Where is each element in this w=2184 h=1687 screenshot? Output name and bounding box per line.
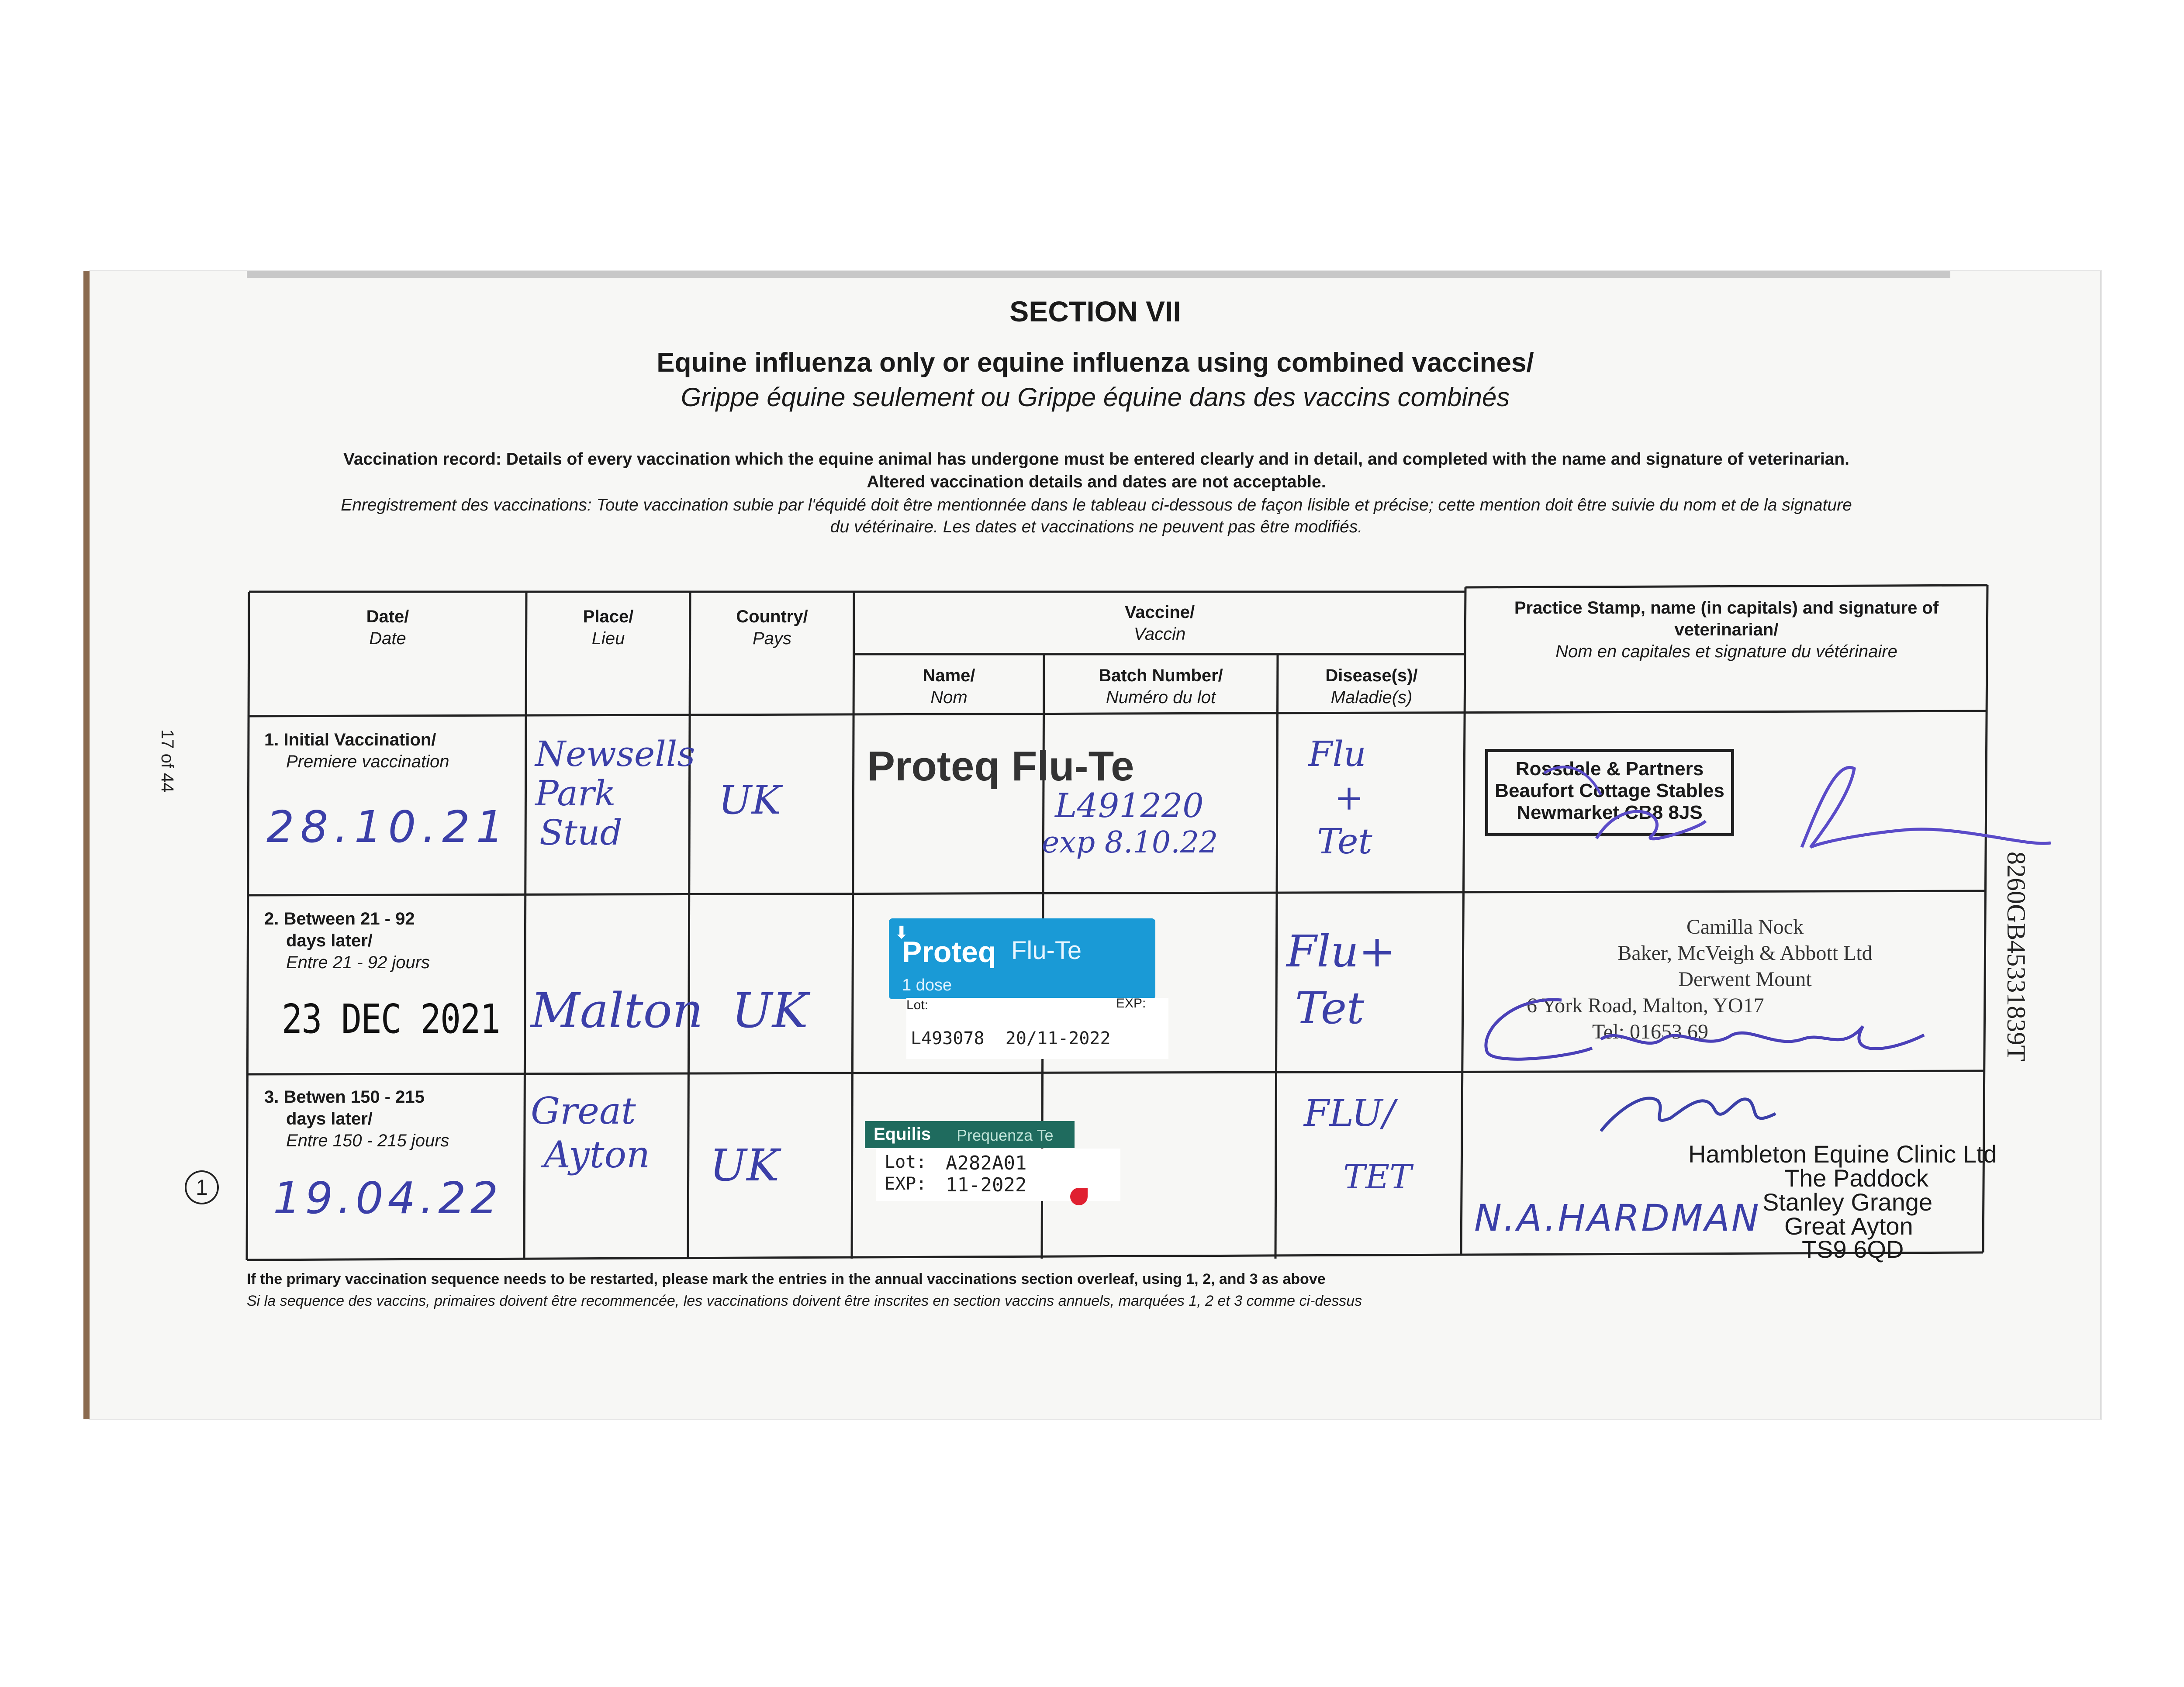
- equilis-lot-value: A282A01: [946, 1152, 1027, 1174]
- equilis-exp-key: EXP:: [885, 1174, 927, 1194]
- row1-label-fr: Premiere vaccination: [286, 752, 449, 771]
- row1-date: 28.10.21: [266, 801, 510, 852]
- equilis-product: Prequenza Te: [957, 1126, 1054, 1144]
- instructions-english-line2: Altered vaccination details and dates are not acceptable.: [867, 473, 1326, 491]
- header-place: Place/: [583, 607, 634, 626]
- header-vet-fr: Nom en capitales et signature du vétérinaire: [1555, 642, 1897, 661]
- passport-page: [90, 271, 2101, 1419]
- header-vaccine-name: Name/: [923, 666, 975, 685]
- header-batch-number: Batch Number/: [1099, 666, 1223, 685]
- row2-disease-line1: Flu+: [1286, 926, 1396, 977]
- clinic-address1: The Paddock: [1784, 1164, 1928, 1192]
- label-dose: 1 dose: [902, 976, 952, 994]
- header-vet-line1: Practice Stamp, name (in capitals) and signature of: [1514, 598, 1939, 618]
- header-vaccine-fr: Vaccin: [1133, 624, 1186, 644]
- row2-date-stamp: 23 DEC 2021: [282, 996, 500, 1042]
- row2-label-line1: 2. Between 21 - 92: [264, 909, 415, 928]
- clinic-address3: Great Ayton: [1784, 1212, 1913, 1240]
- row3-label-line1: 3. Betwen 150 - 215: [264, 1087, 425, 1107]
- label-product: Flu-Te: [1011, 936, 1082, 965]
- clinic-name: Hambleton Equine Clinic Ltd: [1688, 1140, 1997, 1168]
- equilis-lot-key: Lot:: [885, 1152, 927, 1172]
- row1-batch: L491220: [1055, 786, 1204, 825]
- row3-place-line2: Ayton: [544, 1133, 650, 1176]
- stamp-line1: Rossdale & Partners: [1515, 758, 1704, 780]
- row1-place-line3: Stud: [539, 812, 622, 853]
- header-place-fr: Lieu: [591, 629, 625, 648]
- vet2-practice: Baker, McVeigh & Abbott Ltd: [1617, 942, 1873, 965]
- vet2-address2: 6 York Road, Malton, YO17: [1527, 994, 1764, 1017]
- stamp-line3: Newmarket CB8 8JS: [1517, 802, 1703, 823]
- row1-disease-line3: Tet: [1317, 821, 1372, 862]
- down-arrow-icon: ⬇: [894, 923, 909, 942]
- equilis-brand: Equilis: [874, 1125, 931, 1144]
- row2-label-fr: Entre 21 - 92 jours: [286, 953, 430, 972]
- row2-place: Malton: [531, 983, 703, 1038]
- row2-country: UK: [732, 983, 808, 1038]
- vet2-address1: Derwent Mount: [1678, 968, 1812, 991]
- row3-label-line2: days later/: [286, 1109, 373, 1128]
- label-brand: Proteq: [902, 935, 996, 969]
- footer-french: Si la sequence des vaccins, primaires doivent être recommencée, les vaccinations doivent être inscrites en section vaccins annuels, marquées 1, 2 et 3 comme ci-dessus: [247, 1293, 1362, 1309]
- title-french: Grippe équine seulement ou Grippe équine dans des vaccins combinés: [681, 383, 1510, 412]
- instructions-french-line1: Enregistrement des vaccinations: Toute vaccination subie par l'équidé doit être mentionnée dans le tableau ci-dessous de façon lisible et précise; cette mention doit être suivie du nom et de la signature: [341, 496, 1852, 514]
- header-vet-line2: veterinarian/: [1674, 620, 1779, 639]
- row1-country: UK: [719, 777, 781, 823]
- header-country-fr: Pays: [753, 629, 791, 648]
- exp-key: EXP:: [1116, 996, 1146, 1011]
- header-vaccine-name-fr: Nom: [930, 688, 968, 707]
- header-vaccine: Vaccine/: [1124, 603, 1195, 622]
- row3-disease-line1: FLU/: [1304, 1092, 1395, 1135]
- header-date-fr: Date: [369, 629, 406, 648]
- row1-label: 1. Initial Vaccination/: [264, 730, 436, 749]
- lot-exp-value: L493078 20/11-2022: [911, 1028, 1111, 1049]
- footer-english: If the primary vaccination sequence needs to be restarted, please mark the entries in the annual vaccinations section overleaf, using 1, 2, and 3 as above: [247, 1271, 1326, 1287]
- row1-batch-expiry: exp 8.10.22: [1042, 825, 1218, 860]
- instructions-french-line2: du vétérinaire. Les dates et vaccinations ne peuvent pas être modifiés.: [830, 517, 1363, 536]
- row3-disease-line2: TET: [1343, 1157, 1412, 1196]
- header-date: Date/: [366, 607, 409, 626]
- header-country: Country/: [736, 607, 808, 626]
- section-title: SECTION VII: [1009, 295, 1181, 328]
- row1-place-line1: Newsells: [535, 734, 695, 774]
- instructions-english-line1: Vaccination record: Details of every vaccination which the equine animal has undergone must be entered clearly and in detail, and completed with the name and signature of veterinarian.: [343, 450, 1850, 469]
- stamp-line2: Beaufort Cottage Stables: [1495, 780, 1724, 801]
- row3-country: UK: [710, 1140, 779, 1191]
- row3-date: 19.04.22: [273, 1173, 503, 1224]
- header-batch-number-fr: Numéro du lot: [1106, 688, 1216, 707]
- row1-vaccine-name: Proteq Flu-Te: [867, 743, 1134, 790]
- lot-key: Lot:: [906, 998, 929, 1012]
- row1-place-line2: Park: [535, 773, 616, 814]
- clinic-postcode: TS9 6QD: [1802, 1235, 1904, 1263]
- circled-mark: 1: [185, 1170, 219, 1204]
- row3-vet-name: N.A.HARDMAN: [1474, 1197, 1761, 1239]
- page-edge: [90, 271, 2101, 1419]
- header-diseases: Disease(s)/: [1325, 666, 1418, 685]
- row2-disease-line2: Tet: [1295, 983, 1365, 1034]
- row2-label-line2: days later/: [286, 931, 373, 950]
- row1-disease-line2: +: [1334, 777, 1364, 818]
- row3-label-fr: Entre 150 - 215 jours: [286, 1131, 449, 1150]
- header-diseases-fr: Maladie(s): [1330, 688, 1413, 707]
- equilis-exp-value: 11-2022: [946, 1174, 1027, 1196]
- row3-place-line1: Great: [531, 1090, 636, 1132]
- row1-disease-line1: Flu: [1308, 734, 1366, 774]
- passport-number: 8260GB4533183​9T: [2002, 852, 2031, 1061]
- vet2-name: Camilla Nock: [1686, 915, 1804, 938]
- title-english: Equine influenza only or equine influenza using combined vaccines/: [657, 348, 1534, 378]
- vet2-phone: Tel: 01653 69: [1592, 1020, 1708, 1043]
- page-count: 17 of 44: [158, 729, 177, 793]
- clinic-address2: Stanley Grange: [1762, 1188, 1933, 1216]
